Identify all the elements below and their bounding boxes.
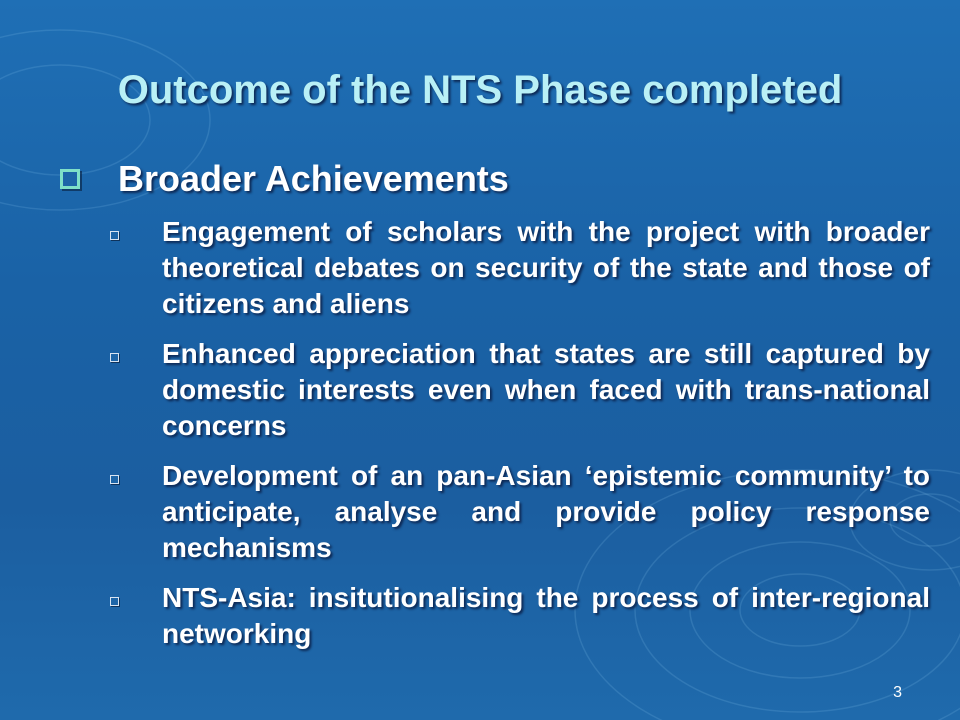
list-item xyxy=(110,458,930,566)
small-square-bullet-icon xyxy=(110,353,119,362)
hollow-square-bullet-icon xyxy=(60,169,80,189)
level1-label: Broader Achievements xyxy=(118,158,509,199)
bullet-text: Engagement of scholars with the project with broader theoretical debates on security of the state and those of citizens and aliens xyxy=(162,216,930,319)
list-item xyxy=(110,336,930,444)
small-square-bullet-icon xyxy=(110,597,119,606)
small-square-bullet-icon xyxy=(110,475,119,484)
bullet-text: NTS-Asia: insitutionalising the process of inter-regional networking xyxy=(162,582,930,649)
bullet-text: Development of an pan-Asian ‘epistemic community’ to anticipate, analyse and provide policy response mechanisms xyxy=(162,460,930,563)
bullet-list xyxy=(110,214,930,666)
list-item xyxy=(110,214,930,322)
list-item xyxy=(110,580,930,652)
slide-number: 3 xyxy=(893,684,902,701)
slide-title: Outcome of the NTS Phase completed xyxy=(117,68,843,112)
level1-heading xyxy=(60,158,509,200)
small-square-bullet-icon xyxy=(110,231,119,240)
bullet-text: Enhanced appreciation that states are still captured by domestic interests even when faced with trans-national concerns xyxy=(162,338,930,441)
